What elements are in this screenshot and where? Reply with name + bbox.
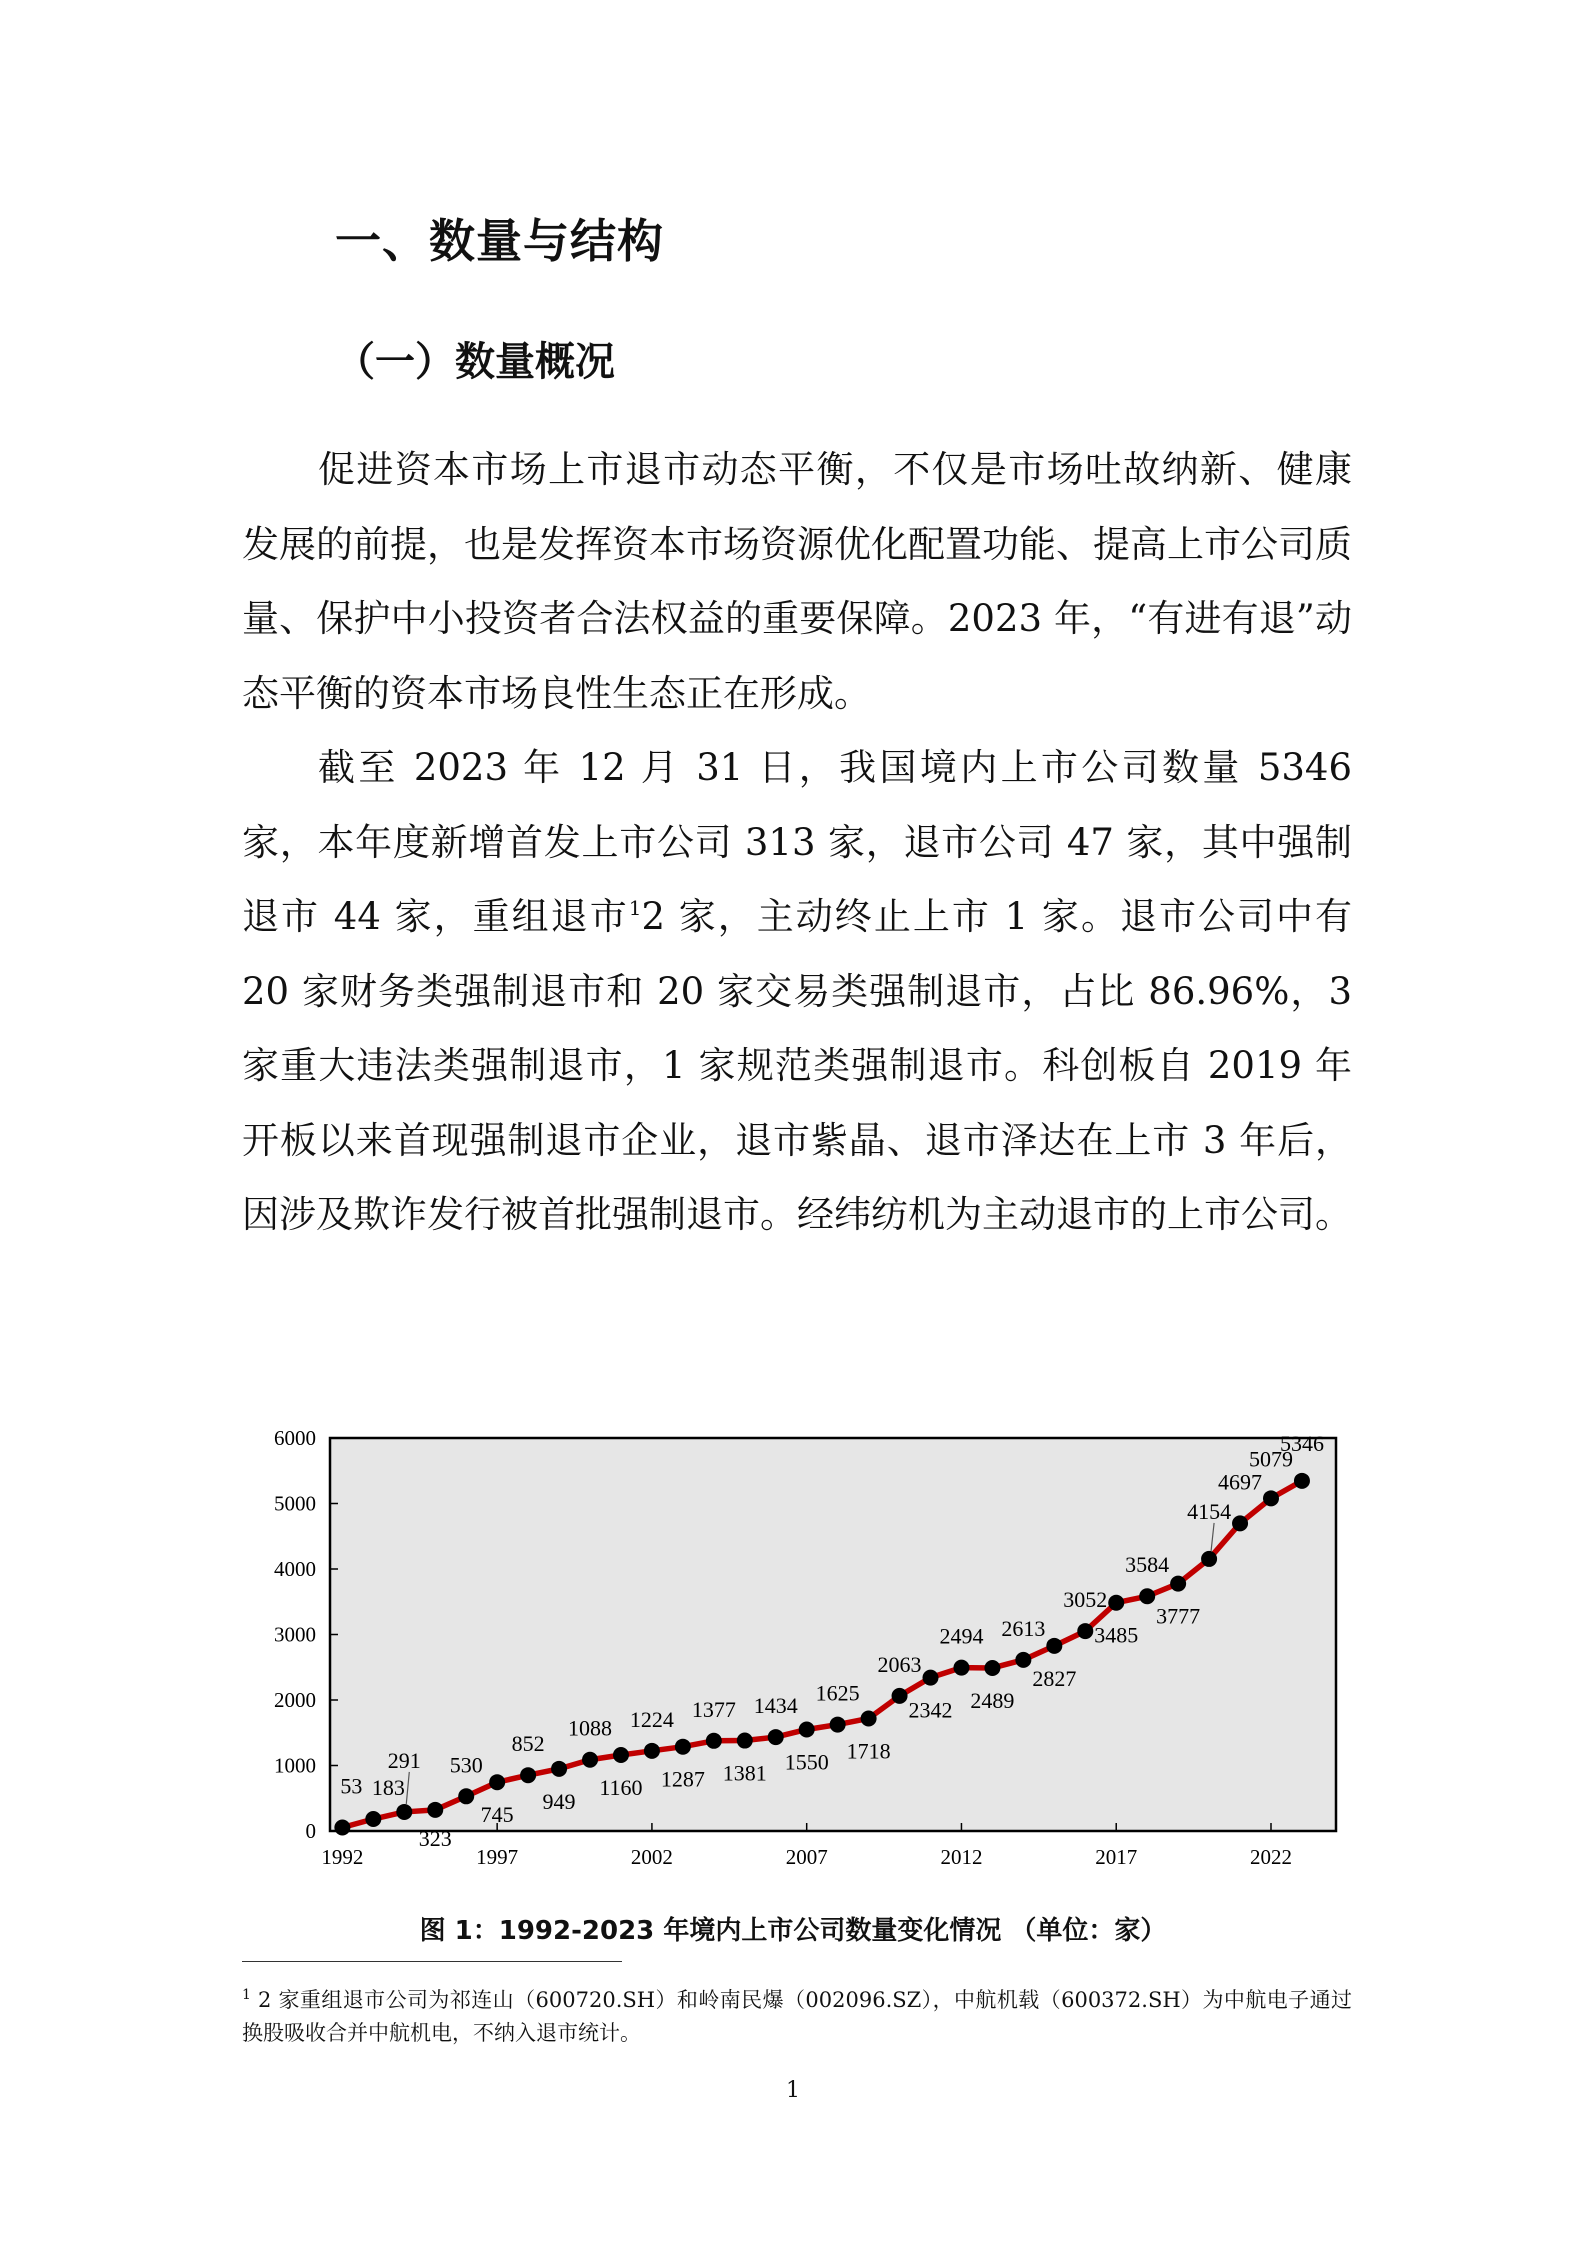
data-label: 949 (542, 1788, 576, 1814)
data-point (334, 1820, 350, 1836)
data-label: 1718 (846, 1738, 891, 1764)
data-point (799, 1721, 815, 1737)
y-tick-label: 1000 (274, 1753, 316, 1778)
data-point (830, 1717, 846, 1733)
data-label: 1088 (568, 1715, 613, 1741)
data-point (551, 1761, 567, 1777)
data-label: 5346 (1279, 1430, 1324, 1456)
x-tick-label: 2002 (630, 1845, 673, 1869)
data-point (427, 1802, 443, 1818)
y-tick-label: 5000 (274, 1491, 316, 1516)
data-point (706, 1733, 722, 1749)
footnote-divider (242, 1961, 622, 1962)
data-label: 323 (418, 1825, 452, 1851)
footnote-marker: 1 (242, 1987, 251, 2003)
data-point (489, 1774, 505, 1790)
data-point (1170, 1576, 1186, 1592)
data-point (458, 1788, 474, 1804)
x-tick-label: 1997 (476, 1845, 519, 1869)
data-point (737, 1733, 753, 1749)
y-tick-label: 3000 (274, 1622, 316, 1647)
data-point (1263, 1490, 1279, 1506)
paragraph-statistics-part1: 截至 2023 年 12 月 31 日，我国境内上市公司数量 5346 家，本年度新增首发上市公司 313 家，退市公司 47 家，其中强制退市 44 家，重组退市 (242, 746, 1352, 938)
data-label: 2342 (908, 1697, 953, 1723)
data-label: 1287 (660, 1766, 705, 1792)
data-label: 3584 (1125, 1552, 1170, 1578)
data-point (1046, 1638, 1062, 1654)
data-label: 2494 (939, 1623, 984, 1649)
subsection-heading: （一）数量概况 (335, 339, 615, 385)
data-point (1294, 1473, 1310, 1489)
data-label: 2489 (970, 1687, 1015, 1713)
data-point (520, 1767, 536, 1783)
data-label: 1550 (784, 1749, 829, 1775)
data-point (613, 1747, 629, 1763)
data-label: 745 (480, 1802, 514, 1828)
footnote-reference[interactable]: 1 (628, 896, 642, 920)
data-label: 3052 (1063, 1587, 1108, 1613)
data-point (923, 1670, 939, 1686)
data-label: 1625 (815, 1680, 860, 1706)
y-tick-label: 4000 (274, 1557, 316, 1581)
x-tick-label: 1992 (321, 1845, 364, 1869)
data-point (1108, 1595, 1124, 1611)
data-label: 53 (340, 1773, 363, 1799)
data-point (984, 1660, 1000, 1676)
data-label: 852 (511, 1731, 545, 1757)
data-label: 291 (387, 1747, 421, 1773)
paragraph-intro: 促进资本市场上市退市动态平衡，不仅是市场吐故纳新、健康发展的前提，也是发挥资本市场资源优化配置功能、提高上市公司质量、保护中小投资者合法权益的重要保障。2023 年，“有进有退”动态平衡的资本市场良性生态正在形成。 (242, 448, 1352, 715)
data-label: 1160 (599, 1775, 643, 1801)
paragraph-statistics-part2: 2 家，主动终止上市 1 家。退市公司中有 20 家财务类强制退市和 20 家交易类强制退市，占比 86.96%，3 家重大违法类强制退市，1 家规范类强制退市。科创板自 2019 年开板以来首现强制退市企业，退市紫晶、退市泽达在上市 3 年后，因涉及欺诈发行被首批强制退市。经纬纺机为主动退市的上市公司。 (242, 895, 1352, 1236)
data-point (582, 1752, 598, 1768)
x-tick-label: 2017 (1095, 1845, 1138, 1869)
data-label: 530 (449, 1752, 483, 1778)
y-tick-label: 2000 (274, 1688, 316, 1712)
data-label: 5079 (1248, 1446, 1293, 1472)
data-point (675, 1739, 691, 1755)
data-label: 4154 (1187, 1498, 1232, 1524)
data-point (365, 1811, 381, 1827)
data-point (1077, 1623, 1093, 1639)
data-point (644, 1743, 660, 1759)
footnote-text: 2 家重组退市公司为祁连山（600720.SH）和岭南民爆（002096.SZ），中航机载（600372.SH）为中航电子通过换股吸收合并中航机电，不纳入退市统计。 (242, 1988, 1352, 2045)
data-label: 2613 (1001, 1615, 1046, 1641)
data-point (1232, 1515, 1248, 1531)
figure-caption: 图 1：1992-2023 年境内上市公司数量变化情况 （单位：家） (419, 1916, 1167, 1946)
data-label: 1434 (753, 1693, 798, 1719)
data-point (953, 1660, 969, 1676)
x-tick-label: 2007 (785, 1845, 828, 1869)
data-label: 183 (371, 1775, 405, 1801)
data-label: 2827 (1032, 1665, 1077, 1691)
page-number: 1 (786, 2078, 800, 2103)
data-point (768, 1729, 784, 1745)
data-label: 1381 (722, 1760, 767, 1786)
data-label: 1224 (629, 1706, 674, 1732)
x-tick-label: 2012 (940, 1845, 983, 1869)
data-label: 4697 (1218, 1469, 1263, 1495)
data-point (1015, 1652, 1031, 1668)
data-label: 3485 (1094, 1622, 1139, 1648)
data-label: 2063 (877, 1651, 922, 1677)
footnote (242, 1984, 1352, 2050)
y-tick-label: 6000 (274, 1426, 316, 1450)
data-point (1201, 1551, 1217, 1567)
section-heading: 一、数量与结构 (335, 214, 664, 268)
data-label: 3777 (1156, 1603, 1201, 1629)
data-point (892, 1688, 908, 1704)
y-tick-label: 0 (305, 1819, 316, 1843)
data-point (861, 1710, 877, 1726)
data-point (396, 1804, 412, 1820)
x-tick-label: 2022 (1249, 1845, 1292, 1869)
data-point (1139, 1588, 1155, 1604)
y-axis (274, 1426, 338, 1843)
data-label: 1377 (691, 1696, 736, 1722)
